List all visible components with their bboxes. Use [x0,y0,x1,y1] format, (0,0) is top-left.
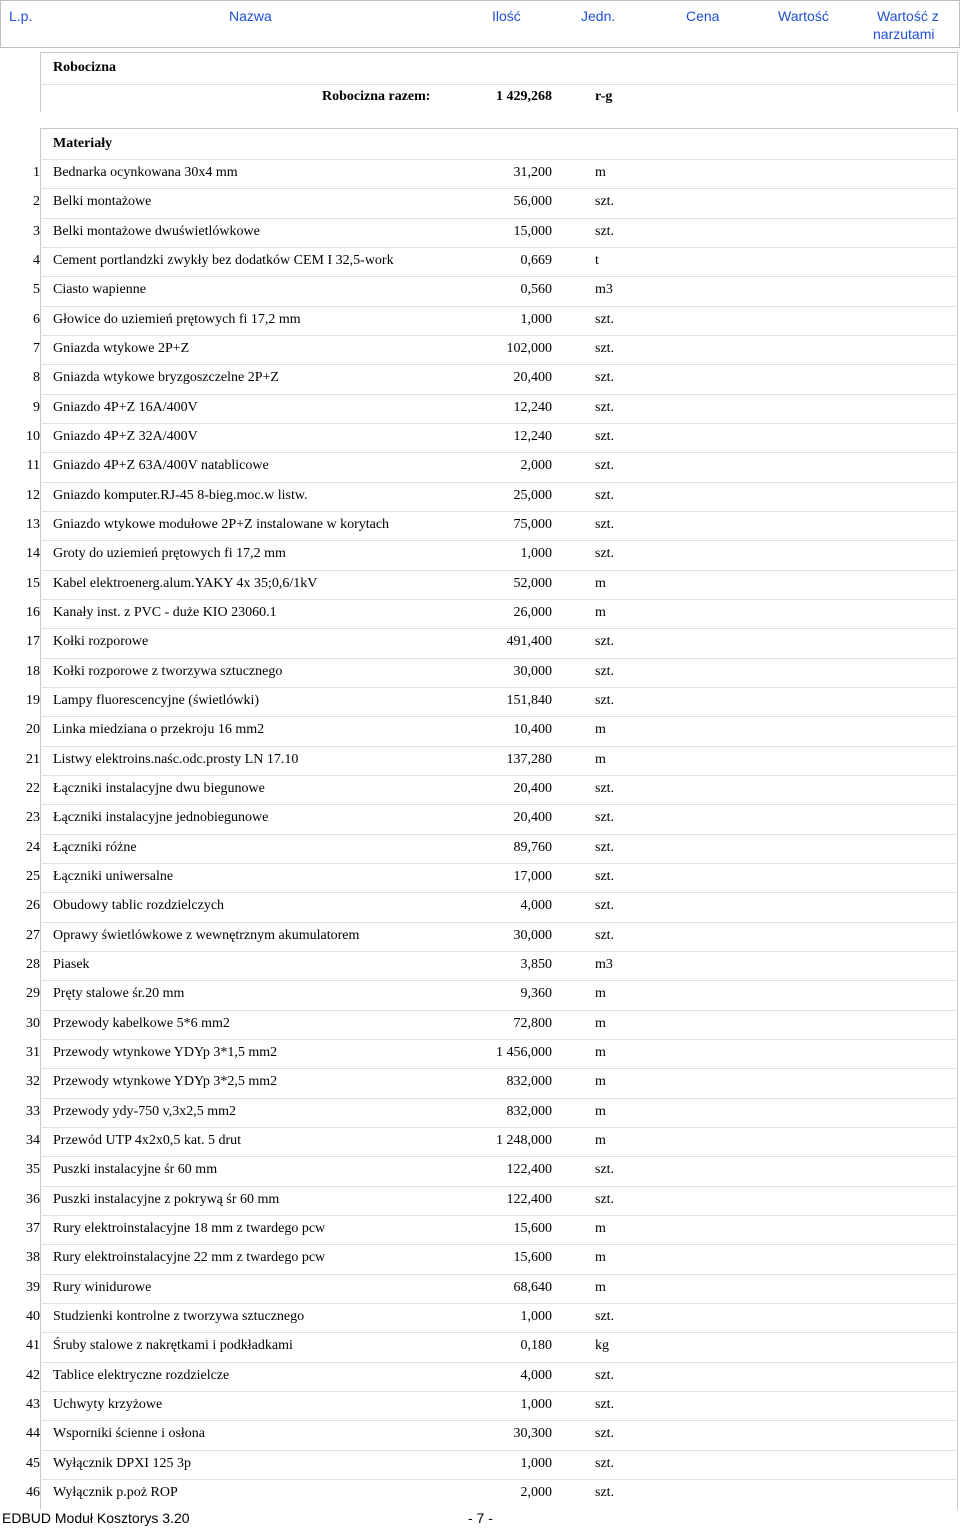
header-narzutami: narzutami [873,26,935,42]
row-unit: szt. [595,400,615,415]
row-name: Przewody kabelkowe 5*6 mm2 [53,1016,230,1031]
row-divider [40,1362,958,1363]
row-unit: szt. [595,224,615,239]
row-unit: szt. [595,488,615,503]
row-divider [40,482,958,483]
row-name: Pręty stalowe śr.20 mm [53,986,185,1001]
row-number: 43 [26,1397,40,1412]
row-divider [40,159,958,160]
row-number: 6 [33,312,40,327]
row-name: Przewody wtynkowe YDYp 3*2,5 mm2 [53,1074,278,1089]
row-unit: m [595,986,606,1001]
row-divider [40,1450,958,1451]
row-name: Wyłącznik p.poż ROP [53,1485,178,1500]
row-divider [40,1420,958,1421]
header-ilosc: Ilość [492,8,521,24]
row-unit: kg [595,1338,609,1353]
row-divider [40,276,958,277]
row-divider [40,628,958,629]
row-quantity: 56,000 [513,194,552,209]
row-quantity: 17,000 [513,869,552,884]
row-unit: szt. [595,781,615,796]
row-name: Gniazdo 4P+Z 16A/400V [53,400,198,415]
row-divider [40,306,958,307]
row-name: Groty do uziemień prętowych fi 17,2 mm [53,546,286,561]
row-quantity: 832,000 [506,1104,552,1119]
footer-app: EDBUD Moduł Kosztorys 3.20 [2,1510,190,1526]
row-number: 29 [26,986,40,1001]
row-number: 30 [26,1016,40,1031]
row-divider [40,394,958,395]
row-name: Śruby stalowe z nakrętkami i podkładkami [53,1338,293,1353]
row-unit: m [595,1250,606,1265]
row-divider [40,1303,958,1304]
row-number: 2 [33,194,40,209]
row-divider [40,540,958,541]
row-unit: szt. [595,517,615,532]
row-divider [40,804,958,805]
row-number: 9 [33,400,40,415]
row-number: 12 [26,488,40,503]
row-number: 41 [26,1338,40,1353]
row-number: 13 [26,517,40,532]
row-number: 32 [26,1074,40,1089]
row-number: 25 [26,869,40,884]
row-divider [40,775,958,776]
row-name: Cement portlandzki zwykły bez dodatków CEM I 32,5-work [53,253,394,268]
row-divider [40,1479,958,1480]
row-number: 3 [33,224,40,239]
row-number: 24 [26,840,40,855]
row-unit: m [595,722,606,737]
row-name: Belki montażowe [53,194,152,209]
row-unit: m3 [595,957,613,972]
row-unit: szt. [595,341,615,356]
row-quantity: 137,280 [506,752,552,767]
row-divider [40,1127,958,1128]
row-quantity: 122,400 [506,1192,552,1207]
row-number: 11 [26,458,40,473]
row-name: Kabel elektroenerg.alum.YAKY 4x 35;0,6/1kV [53,576,318,591]
row-quantity: 2,000 [520,458,552,473]
row-divider [40,1215,958,1216]
row-name: Kołki rozporowe [53,634,149,649]
row-divider [40,746,958,747]
row-name: Łączniki różne [53,840,137,855]
row-unit: szt. [595,898,615,913]
row-unit: szt. [595,840,615,855]
row-number: 22 [26,781,40,796]
row-quantity: 20,400 [513,781,552,796]
row-number: 17 [26,634,40,649]
row-divider [40,1332,958,1333]
row-quantity: 30,000 [513,664,552,679]
row-name: Łączniki instalacyjne dwu biegunowe [53,781,265,796]
row-unit: szt. [595,693,615,708]
row-divider [40,1244,958,1245]
row-quantity: 30,000 [513,928,552,943]
row-divider [40,335,958,336]
row-unit: szt. [595,1162,615,1177]
row-unit: szt. [595,810,615,825]
row-name: Gniazda wtykowe 2P+Z [53,341,190,356]
row-number: 34 [26,1133,40,1148]
row-name: Przewód UTP 4x2x0,5 kat. 5 drut [53,1133,242,1148]
row-divider [40,687,958,688]
row-name: Wyłącznik DPXI 125 3p [53,1456,191,1471]
row-unit: szt. [595,1456,615,1471]
row-number: 27 [26,928,40,943]
row-number: 36 [26,1192,40,1207]
row-number: 8 [33,370,40,385]
row-name: Rury winidurowe [53,1280,152,1295]
row-unit: szt. [595,1485,615,1500]
row-number: 7 [33,341,40,356]
row-unit: szt. [595,312,615,327]
row-number: 26 [26,898,40,913]
row-unit: szt. [595,869,615,884]
row-quantity: 122,400 [506,1162,552,1177]
row-unit: szt. [595,194,615,209]
row-name: Oprawy świetlówkowe z wewnętrznym akumulatorem [53,928,360,943]
row-name: Tablice elektryczne rozdzielcze [53,1368,230,1383]
row-quantity: 75,000 [513,517,552,532]
row-quantity: 1,000 [520,1397,552,1412]
row-number: 33 [26,1104,40,1119]
row-number: 45 [26,1456,40,1471]
row-name: Gniazda wtykowe bryzgoszczelne 2P+Z [53,370,279,385]
row-name: Przewody ydy-750 v,3x2,5 mm2 [53,1104,237,1119]
row-quantity: 10,400 [513,722,552,737]
row-unit: szt. [595,1397,615,1412]
materialy-title: Materiały [53,136,113,151]
row-number: 21 [26,752,40,767]
row-divider [40,599,958,600]
row-divider [40,1156,958,1157]
row-quantity: 102,000 [506,341,552,356]
header-wartosc-z: Wartość z [877,8,939,24]
row-unit: m [595,1016,606,1031]
row-divider [40,892,958,893]
row-unit: szt. [595,1368,615,1383]
row-quantity: 20,400 [513,810,552,825]
row-unit: m [595,1074,606,1089]
row-name: Łączniki uniwersalne [53,869,174,884]
row-quantity: 3,850 [520,957,552,972]
row-quantity: 0,180 [520,1338,552,1353]
row-divider [40,218,958,219]
row-unit: m [595,605,606,620]
row-quantity: 0,560 [520,282,552,297]
row-quantity: 1 456,000 [496,1045,552,1060]
row-quantity: 1,000 [520,1456,552,1471]
header-wartosc: Wartość [778,8,829,24]
row-unit: m [595,165,606,180]
row-unit: m [595,1133,606,1148]
row-number: 44 [26,1426,40,1441]
row-unit: szt. [595,1192,615,1207]
row-number: 1 [33,165,40,180]
row-divider [40,1010,958,1011]
row-number: 31 [26,1045,40,1060]
row-name: Gniazdo 4P+Z 63A/400V natablicowe [53,458,269,473]
row-divider [40,980,958,981]
row-divider [40,951,958,952]
row-unit: m [595,1221,606,1236]
row-name: Linka miedziana o przekroju 16 mm2 [53,722,265,737]
row-number: 18 [26,664,40,679]
row-name: Piasek [53,957,90,972]
row-name: Wsporniki ścienne i osłona [53,1426,206,1441]
row-number: 37 [26,1221,40,1236]
row-quantity: 25,000 [513,488,552,503]
header-nazwa: Nazwa [229,8,272,24]
row-divider [40,834,958,835]
row-quantity: 68,640 [513,1280,552,1295]
row-quantity: 15,600 [513,1250,552,1265]
row-number: 20 [26,722,40,737]
row-name: Głowice do uziemień prętowych fi 17,2 mm [53,312,301,327]
row-divider [40,452,958,453]
row-divider [40,364,958,365]
header-cena: Cena [686,8,720,24]
row-quantity: 72,800 [513,1016,552,1031]
row-number: 10 [26,429,40,444]
row-divider [40,1274,958,1275]
row-unit: m3 [595,282,613,297]
robocizna-total-value: 1 429,268 [496,89,552,104]
row-number: 15 [26,576,40,591]
row-divider [40,1186,958,1187]
row-divider [40,570,958,571]
row-number: 35 [26,1162,40,1177]
row-quantity: 26,000 [513,605,552,620]
row-quantity: 832,000 [506,1074,552,1089]
row-name: Lampy fluorescencyjne (świetlówki) [53,693,260,708]
row-quantity: 31,200 [513,165,552,180]
row-name: Puszki instalacyjne śr 60 mm [53,1162,218,1177]
row-divider [40,247,958,248]
row-unit: szt. [595,458,615,473]
row-number: 19 [26,693,40,708]
row-quantity: 2,000 [520,1485,552,1500]
row-unit: m [595,1045,606,1060]
robocizna-total-label: Robocizna razem: [322,89,431,104]
row-quantity: 20,400 [513,370,552,385]
row-name: Puszki instalacyjne z pokrywą śr 60 mm [53,1192,280,1207]
row-number: 4 [33,253,40,268]
row-unit: t [595,253,599,268]
row-unit: m [595,752,606,767]
row-name: Gniazdo wtykowe modułowe 2P+Z instalowane w korytach [53,517,390,532]
row-unit: szt. [595,546,615,561]
row-divider [40,716,958,717]
row-name: Łączniki instalacyjne jednobiegunowe [53,810,269,825]
row-quantity: 12,240 [513,429,552,444]
row-name: Listwy elektroins.naśc.odc.prosty LN 17.10 [53,752,299,767]
table-header [0,0,960,48]
header-jedn: Jedn. [581,8,616,24]
row-divider [40,423,958,424]
row-name: Uchwyty krzyżowe [53,1397,163,1412]
row-divider [40,1039,958,1040]
row-divider [40,863,958,864]
row-unit: szt. [595,928,615,943]
row-name: Przewody wtynkowe YDYp 3*1,5 mm2 [53,1045,278,1060]
row-unit: m [595,1280,606,1295]
row-unit: m [595,1104,606,1119]
row-unit: m [595,576,606,591]
row-number: 16 [26,605,40,620]
row-quantity: 491,400 [506,634,552,649]
row-name: Gniazdo komputer.RJ-45 8-bieg.moc.w listw. [53,488,308,503]
row-number: 5 [33,282,40,297]
row-unit: szt. [595,664,615,679]
row-name: Kanały inst. z PVC - duże KIO 23060.1 [53,605,277,620]
row-number: 46 [26,1485,40,1500]
row-quantity: 15,600 [513,1221,552,1236]
row-name: Belki montażowe dwuświetlówkowe [53,224,260,239]
row-quantity: 4,000 [520,1368,552,1383]
row-quantity: 89,760 [513,840,552,855]
row-unit: szt. [595,1426,615,1441]
row-quantity: 52,000 [513,576,552,591]
robocizna-total-unit: r-g [595,89,613,104]
row-number: 14 [26,546,40,561]
row-unit: szt. [595,634,615,649]
row-quantity: 30,300 [513,1426,552,1441]
row-divider [40,511,958,512]
row-number: 38 [26,1250,40,1265]
row-number: 40 [26,1309,40,1324]
row-name: Ciasto wapienne [53,282,146,297]
row-quantity: 1,000 [520,1309,552,1324]
row-quantity: 9,360 [520,986,552,1001]
row-divider [40,1068,958,1069]
row-quantity: 15,000 [513,224,552,239]
row-quantity: 12,240 [513,400,552,415]
row-name: Rury elektroinstalacyjne 18 mm z twardego pcw [53,1221,326,1236]
row-name: Studzienki kontrolne z tworzywa sztucznego [53,1309,305,1324]
row-unit: szt. [595,1309,615,1324]
row-name: Bednarka ocynkowana 30x4 mm [53,165,238,180]
row-divider [40,658,958,659]
row-name: Rury elektroinstalacyjne 22 mm z twardego pcw [53,1250,326,1265]
row-quantity: 4,000 [520,898,552,913]
row-quantity: 0,669 [520,253,552,268]
row-number: 42 [26,1368,40,1383]
row-quantity: 1 248,000 [496,1133,552,1148]
row-number: 28 [26,957,40,972]
row-divider [40,1391,958,1392]
row-name: Obudowy tablic rozdzielczych [53,898,225,913]
row-quantity: 1,000 [520,546,552,561]
robocizna-title: Robocizna [53,60,116,75]
footer-page: - 7 - [468,1510,493,1526]
row-unit: szt. [595,370,615,385]
row-divider [40,188,958,189]
row-quantity: 1,000 [520,312,552,327]
row-unit: szt. [595,429,615,444]
row-divider [40,922,958,923]
row-name: Gniazdo 4P+Z 32A/400V [53,429,198,444]
row-number: 39 [26,1280,40,1295]
row-number: 23 [26,810,40,825]
row-divider [40,1098,958,1099]
row-quantity: 151,840 [506,693,552,708]
row-name: Kołki rozporowe z tworzywa sztucznego [53,664,283,679]
header-lp: L.p. [9,8,33,24]
